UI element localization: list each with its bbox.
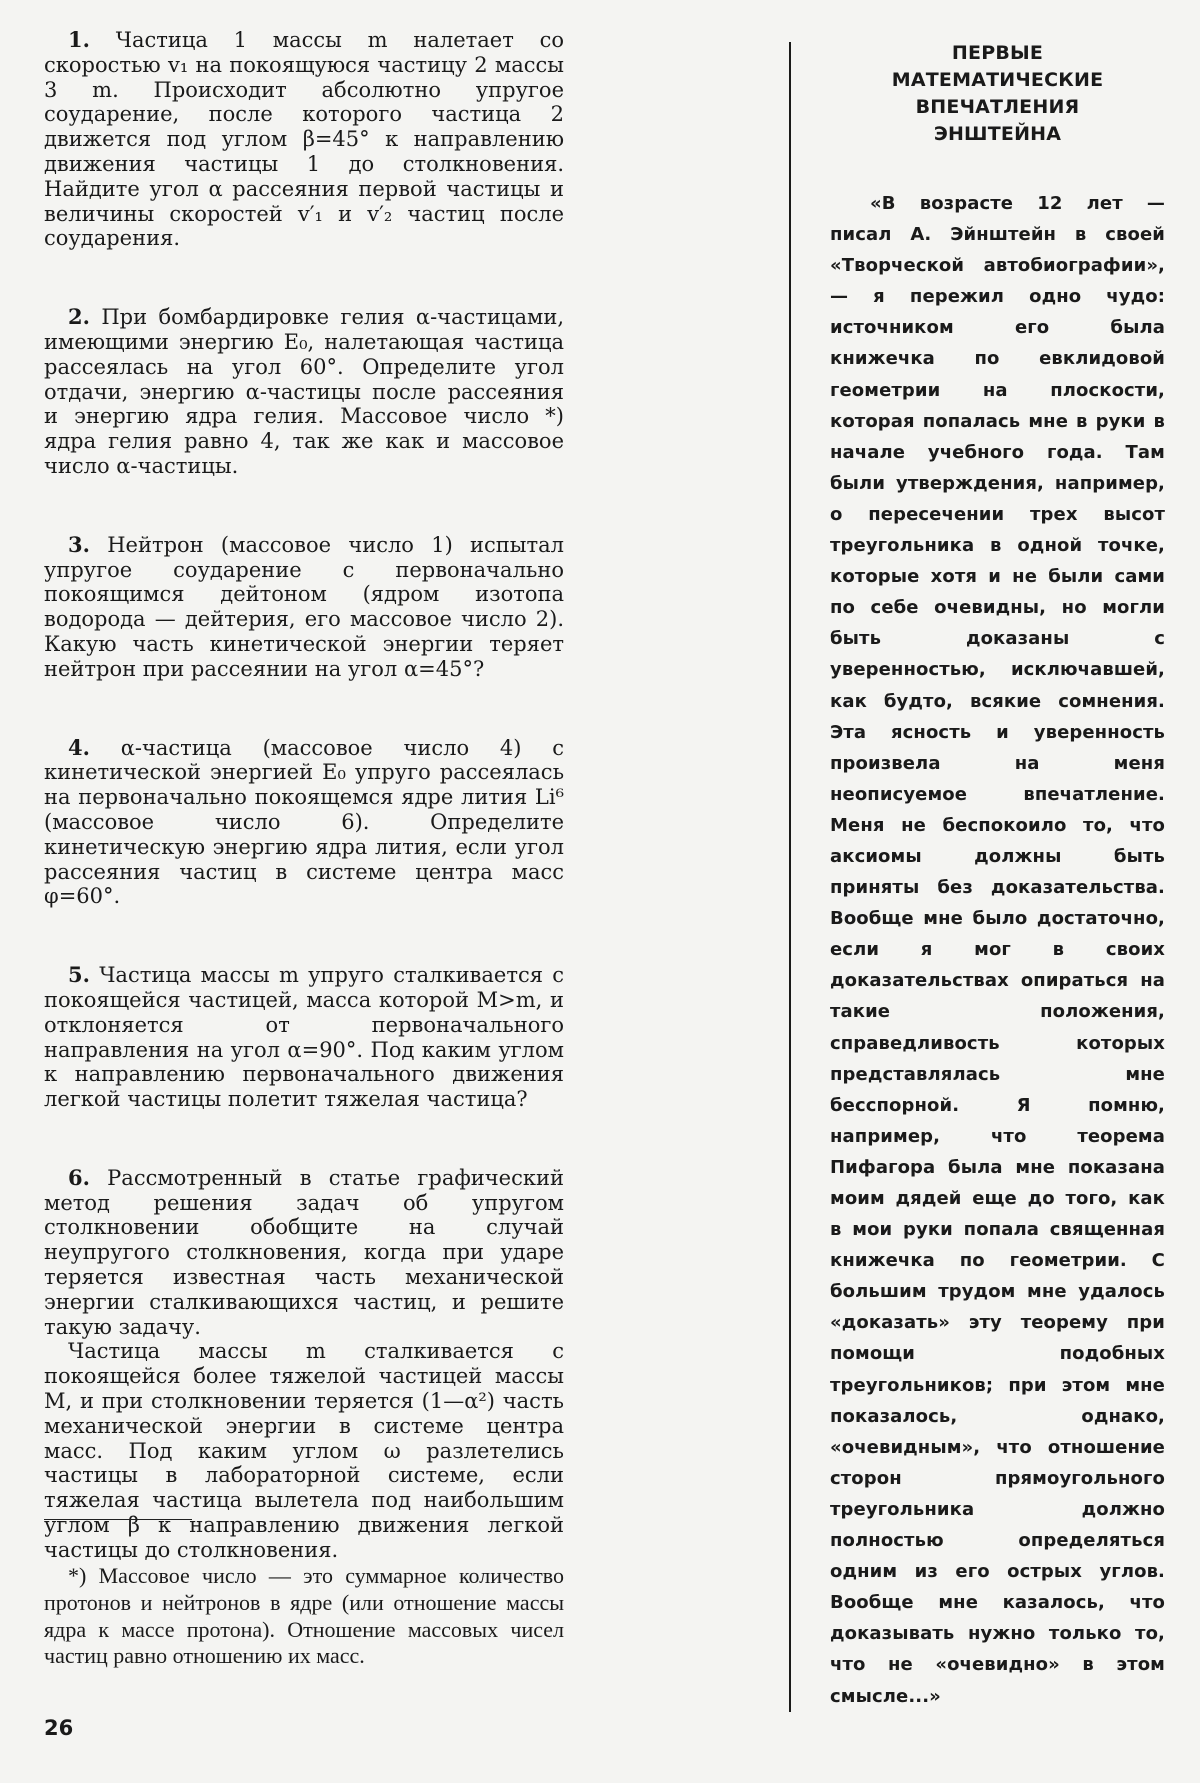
problem-paragraph xyxy=(44,28,564,251)
problem-4 xyxy=(44,736,564,910)
problem-text: Частица массы m упруго сталкивается с покоящейся частицей, масса которой M>m, и отклоняется от первоначального направления на угол α=90°. Под каким углом к направлению первоначального движения легкой частицы полетит тяжелая частица? xyxy=(44,963,564,1112)
einstein-quote: «В возрасте 12 лет — писал А. Эйнштейн в своей «Творческой автобиографии», — я пережил одно чудо: источником его была книжечка по евклидовой геометрии на плоскости, которая попалась мне в руки в начале учебного года. Там были утверждения, например, о пересечении трех высот треугольника в одной точке, которые хотя и не были сами по себе очевидны, но могли быть доказаны с уверенностью, исключавшей, как будто, всякие сомнения. Эта ясность и уверенность произвела на меня неописуемое впечатление. Меня не беспокоило то, что аксиомы должны быть приняты без доказательства. Вообще мне было достаточно, если я мог в своих доказательствах опираться на такие положения, справедливость которых представлялась мне бесспорной. Я помню, например, что теорема Пифагора была мне показана моим дядей еще до того, как в мои руки попала священная книжечка по геометрии. С большим трудом мне удалось «доказать» эту теорему при помощи подобных треугольников; при этом мне показалось, однако, «очевидным», что отношение сторон прямоугольного треугольника должно полностью определяться одним из его острых углов. Вообще мне казалось, что доказывать нужно только то, что не «очевидно» в этом смысле...» xyxy=(830,193,1165,1707)
problem-number: 1. xyxy=(68,27,90,52)
heading-line: ПЕРВЫЕ xyxy=(951,42,1044,64)
problem-text: Частица массы m сталкивается с покоящейся более тяжелой частицей массы M, и при столкновении теряется (1—α²) часть механической энергии в системе центра масс. Под каким углом ω разлетелись частицы в лабораторной системе, если тяжелая частица вылетела под наибольшим углом β к направлению движения легкой частицы до столкновения. xyxy=(44,1339,564,1562)
problem-paragraph xyxy=(44,1166,564,1340)
footnote-divider xyxy=(44,1519,192,1520)
problem-number: 4. xyxy=(68,734,90,760)
problem-5 xyxy=(44,963,564,1112)
heading-line: ВПЕЧАТЛЕНИЯ xyxy=(915,96,1080,118)
sidebar-heading xyxy=(830,40,1165,148)
problem-paragraph xyxy=(44,963,564,1112)
problem-2 xyxy=(44,305,564,479)
problem-6 xyxy=(44,1166,564,1563)
problem-1 xyxy=(44,28,564,251)
heading-line: ЭНШТЕЙНА xyxy=(933,123,1062,145)
sidebar-column xyxy=(830,40,1165,1712)
problem-number: 2. xyxy=(68,304,90,330)
problem-number: 5. xyxy=(68,962,90,988)
problem-text: Частица 1 массы m налетает со скоростью v₁ на покоящуюся частицу 2 массы 3 m. Происходит абсолютно упругое соударение, после которого частица 2 движется под углом β=45° к направлению движения частицы 1 до столкновения. Найдите угол α рассеяния первой частицы и величины скоростей v′₁ и v′₂ частиц после соударения. xyxy=(44,28,564,251)
problem-text: Нейтрон (массовое число 1) испытал упругое соударение с первоначально покоящимся дейтоном (ядром изотопа водорода — дейтерия, его массовое число 2). Какую часть кинетической энергии теряет нейтрон при рассеянии на угол α=45°? xyxy=(44,532,564,681)
column-divider xyxy=(789,42,791,1712)
problem-number: 3. xyxy=(68,531,90,557)
footnote: *) Массовое число — это суммарное количество протонов и нейтронов в ядре (или отношение массы ядра к массе протона). Отношение массовых чисел частиц равно отношению их масс. xyxy=(44,1563,564,1669)
problem-number: 6. xyxy=(68,1164,90,1190)
problem-paragraph xyxy=(44,305,564,479)
problem-paragraph xyxy=(44,736,564,910)
problems-column xyxy=(44,28,564,1617)
problem-3 xyxy=(44,533,564,682)
page-number: 26 xyxy=(44,1716,74,1740)
heading-line: МАТЕМАТИЧЕСКИЕ xyxy=(891,69,1104,91)
problem-paragraph xyxy=(44,1339,564,1562)
problem-text: Рассмотренный в статье графический метод решения задач об упругом столкновении обобщите на случай неупругого столкновения, когда при ударе теряется известная часть механической энергии сталкивающихся частиц, и решите такую задачу. xyxy=(44,1165,564,1339)
problem-text: α-частица (массовое число 4) с кинетической энергией E₀ упруго рассеялась на первоначально покоящемся ядре лития Li⁶ (массовое число 6). Определите кинетическую энергию ядра лития, если угол рассеяния частиц в системе центра масс φ=60°. xyxy=(44,735,564,909)
problem-paragraph xyxy=(44,533,564,682)
problem-text: При бомбардировке гелия α-частицами, имеющими энергию E₀, налетающая частица рассеялась на угол 60°. Определите угол отдачи, энергию α-частицы после рассеяния и энергию ядра гелия. Массовое число *) ядра гелия равно 4, так же как и массовое число α-частицы. xyxy=(44,305,564,478)
